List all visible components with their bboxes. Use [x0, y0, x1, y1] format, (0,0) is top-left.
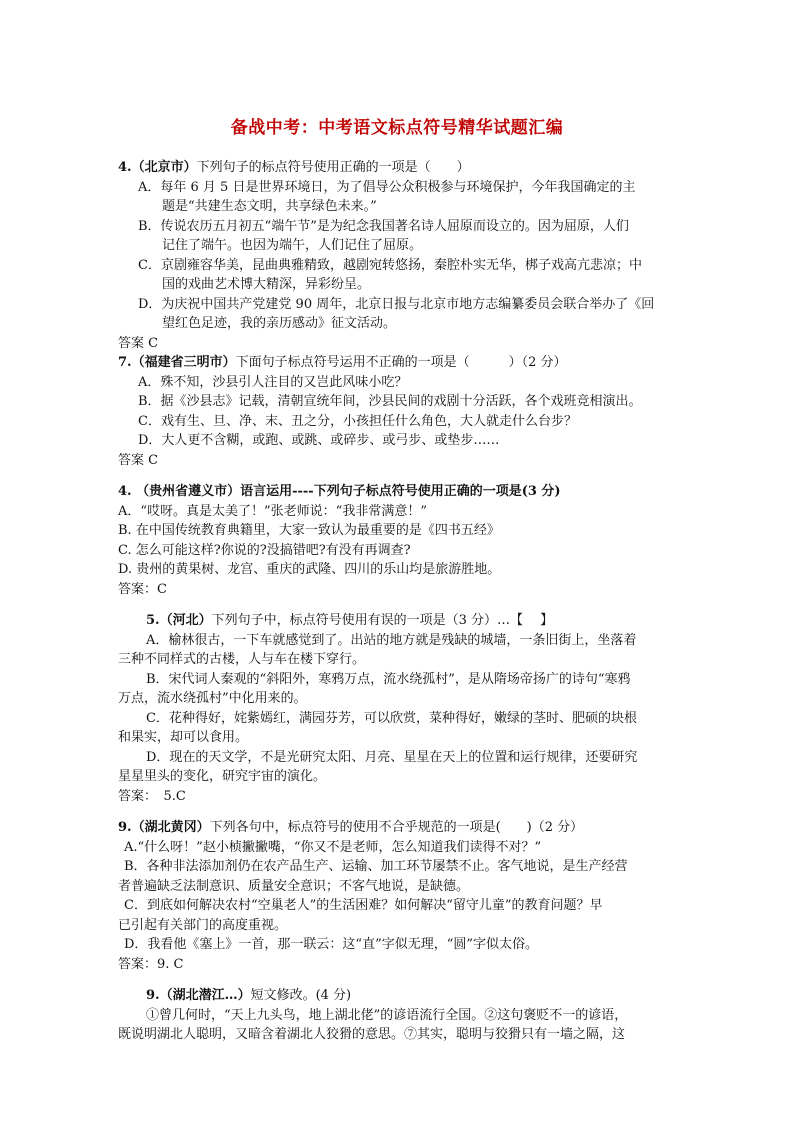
option-d: D．现在的天文学，不是光研究太阳、月亮、星星在天上的位置和运行规律，还要研究 [146, 749, 638, 765]
question-1 [118, 158, 678, 178]
option-c-cont: 国的戏曲艺术博大精深，异彩纷呈。 [162, 277, 371, 292]
spacer [118, 599, 678, 611]
question-3 [118, 482, 678, 502]
answer: 答案：9. C [118, 956, 184, 972]
question-2 [118, 353, 678, 373]
question-number: 4. （贵州省遵义市） [118, 484, 241, 499]
document-body [118, 158, 678, 1045]
option-a: A．殊不知，沙县引人注目的又岂此风味小吃？ [138, 374, 408, 390]
option-d-cont: 星星里头的变化，研究宇宙的演化。 [118, 769, 327, 784]
question-number: 9.（湖北潜江…） [146, 988, 251, 1003]
answer: 答案 C [118, 452, 159, 468]
question-stem: 下列句子的标点符号使用正确的一项是（ ） [196, 160, 470, 175]
option-b: B．据《沙县志》记载，清朝宣统年间，沙县民间的戏剧十分活跃，各个戏班竞相演出。 [138, 394, 642, 409]
page-title: 备战中考：中考语文标点符号精华试题汇编 [230, 118, 564, 138]
option-d: D．为庆祝中国共产党建党 90 周年，北京日报与北京市地方志编纂委员会联合举办了《回 [138, 296, 655, 312]
spacer [118, 974, 678, 986]
spacer [118, 806, 678, 818]
question-stem: 短文修改。(4 分) [250, 988, 352, 1003]
option-b: B．传说农历五月初五“端午节”是为纪念我国著名诗人屈原而设立的。因为屈原，人们 [138, 218, 629, 234]
question-stem: 下列各句中，标点符号的使用不合乎规范的一项是( )（2 分） [209, 820, 584, 835]
option-b: B．宋代词人秦观的“斜阳外，寒鸦万点，流水绕孤村”，是从隋场帝扬广的诗句“寒鸦 [146, 671, 631, 687]
option-a: A．榆林很古，一下车就感觉到了。出站的地方就是残缺的城墙，一条旧街上，坐落着 [146, 632, 637, 648]
option-c: C．到底如何解决农村“空巢老人”的生活困难？如何解决“留守儿童”的教育问题？早 [124, 898, 603, 913]
answer: 答案： 5.C [118, 788, 186, 804]
question-5 [118, 818, 678, 838]
option-b: B. 在中国传统教育典籍里，大家一致认为最重要的是《四书五经》 [118, 523, 500, 538]
question-number: 9.（湖北黄冈） [118, 820, 210, 835]
option-c: C．戏有生、旦、净、末、丑之分，小孩担任什么角色，大人就走什么台步？ [138, 413, 577, 429]
option-a: A．“哎呀。真是太美了！”张老师说：“我非常满意！” [118, 503, 427, 519]
option-b-cont: 者普遍缺乏法制意识、质量安全意识；不客气地说，是缺德。 [118, 878, 470, 894]
option-b-cont: 万点，流水绕孤村”中化用来的。 [118, 691, 307, 706]
option-b-cont: 记住了端午。也因为端午，人们记住了屈原。 [162, 238, 423, 253]
spacer [118, 470, 678, 482]
answer: 答案 C [118, 335, 159, 351]
option-d: D．大人更不含糊，或跑、或跳、或碎步、或弓步、或垫步…… [138, 433, 500, 448]
option-d: D. 贵州的黄果树、龙宫、重庆的武隆、四川的乐山均是旅游胜地。 [118, 562, 501, 577]
option-a-cont: 三种不同样式的古楼，人与车在楼下穿行。 [118, 652, 366, 667]
option-a-cont: 题是“共建生态文明，共享绿色未来。” [162, 199, 377, 214]
question-stem: 下面句子标点符号运用不正确的一项是（ ）（2 分） [235, 355, 567, 370]
option-c-cont: 已引起有关部门的高度重视。 [118, 917, 288, 933]
option-a: A.“什么呀！”赵小桢撇撇嘴，“你又不是老师，怎么知道我们读得不对？” [124, 839, 542, 855]
option-c: C．京剧雍容华美，昆曲典雅精致，越剧宛转悠扬，秦腔朴实无华，梆子戏高亢悲凉；中 [138, 257, 642, 273]
question-4 [118, 611, 678, 631]
question-number: 7.（福建省三明市） [118, 355, 236, 370]
option-b: B．各种非法添加剂仍在农产品生产、运输、加工环节屡禁不止。客气地说，是生产经营 [124, 859, 628, 874]
question-number: 5.（河北） [146, 613, 212, 628]
option-c-cont: 和果实，却可以食用。 [118, 730, 249, 745]
question-stem: 下列句子中，标点符号使用有误的一项是（3 分）…【 】 [211, 613, 554, 628]
option-d-cont: 望红色足迹，我的亲历感动》征文活动。 [162, 316, 397, 331]
paragraph-line: 既说明湖北人聪明，又暗含着湖北人狡猾的意思。⑦其实，聪明与狡猾只有一墙之隔，这 [118, 1027, 626, 1042]
paragraph-line: ①曾几何时，“天上九头鸟，地上湖北佬”的谚语流行全国。②这句褒贬不一的谚语， [146, 1007, 628, 1023]
question-number: 4.（北京市） [118, 160, 197, 175]
option-d: D．我看他《塞上》一首，那一联云：这“直”字似无理，“圆”字似太俗。 [124, 937, 539, 952]
question-6 [118, 986, 678, 1006]
question-stem: 语言运用----下列句子标点符号使用正确的一项是(3 分) [240, 484, 561, 499]
option-c: C. 怎么可能这样?你说的?没搞错吧?有没有再调查? [118, 542, 411, 558]
option-c: C．花种得好，姹紫嫣红，满园芬芳，可以欣赏，菜种得好，嫩绿的茎时、肥硕的块根 [146, 710, 637, 726]
answer: 答案：C [118, 581, 167, 597]
option-a: A．每年 6 月 5 日是世界环境日，为了倡导公众积极参与环境保护，今年我国确定的主 [138, 179, 636, 195]
